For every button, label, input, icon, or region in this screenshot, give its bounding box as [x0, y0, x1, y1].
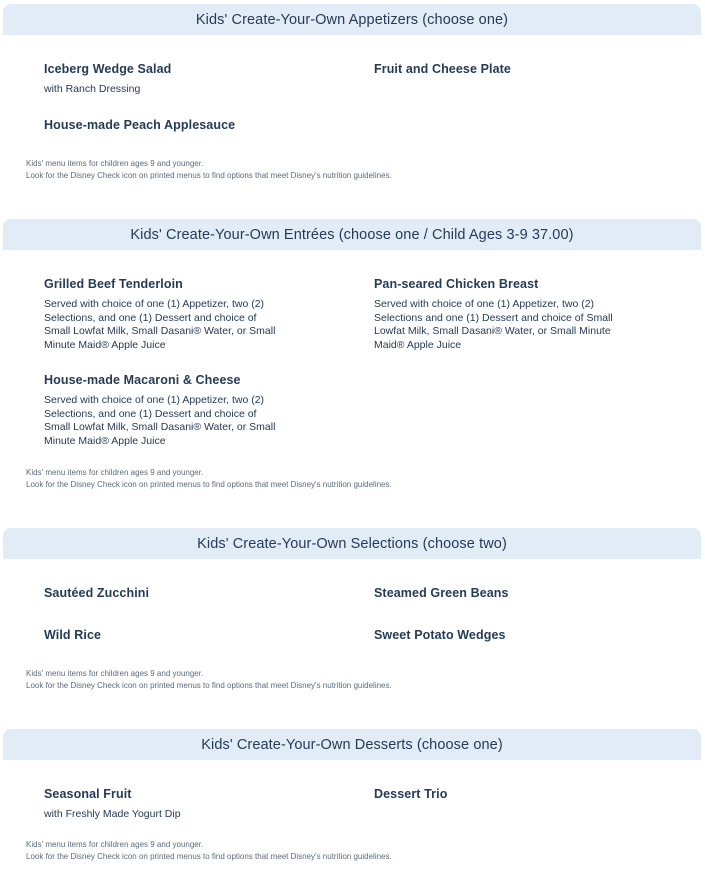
menu-item — [44, 627, 294, 643]
section-title: Kids' Create-Your-Own Entrées (choose one / Child Ages 3-9 37.00) — [3, 219, 701, 250]
footnote-age: Kids' menu items for children ages 9 and younger. — [26, 669, 204, 678]
item-name: Wild Rice — [44, 628, 102, 642]
item-name: Sweet Potato Wedges — [374, 628, 506, 642]
footnote-disney-check: Look for the Disney Check icon on printed menus to find options that meet Disney's nutrition guidelines. — [26, 171, 392, 180]
section-title: Kids' Create-Your-Own Selections (choose two) — [3, 528, 701, 559]
item-name: House-made Macaroni & Cheese — [44, 373, 241, 387]
menu-item — [374, 627, 624, 643]
footnote — [26, 839, 392, 863]
footnote-disney-check: Look for the Disney Check icon on printed menus to find options that meet Disney's nutrition guidelines. — [26, 852, 392, 861]
menu-item — [44, 276, 294, 352]
footnote — [26, 668, 392, 692]
footnote-age: Kids' menu items for children ages 9 and younger. — [26, 468, 204, 477]
footnote — [26, 467, 392, 491]
menu-item — [374, 276, 624, 352]
item-description: with Freshly Made Yogurt Dip — [44, 808, 181, 820]
menu-item — [44, 786, 294, 822]
item-name: Grilled Beef Tenderloin — [44, 277, 183, 291]
item-name: Steamed Green Beans — [374, 586, 509, 600]
menu-item — [374, 585, 624, 601]
footnote-age: Kids' menu items for children ages 9 and younger. — [26, 840, 204, 849]
footnote-disney-check: Look for the Disney Check icon on printed menus to find options that meet Disney's nutrition guidelines. — [26, 681, 392, 690]
menu-item — [44, 61, 294, 97]
menu-item — [44, 117, 294, 133]
menu-item — [44, 585, 294, 601]
footnote-disney-check: Look for the Disney Check icon on printed menus to find options that meet Disney's nutrition guidelines. — [26, 480, 392, 489]
item-description: with Ranch Dressing — [44, 83, 141, 95]
item-name: House-made Peach Applesauce — [44, 118, 236, 132]
menu-item — [374, 786, 624, 802]
item-description: Served with choice of one (1) Appetizer, two (2) Selections, and one (1) Dessert and choice of Small Lowfat Milk, Small Dasani® Water, or Small Minute Maid® Apple Juice — [44, 298, 276, 351]
menu-item — [374, 61, 624, 77]
item-name: Fruit and Cheese Plate — [374, 62, 511, 76]
item-description: Served with choice of one (1) Appetizer, two (2) Selections, and one (1) Dessert and choice of Small Lowfat Milk, Small Dasani® Water, or Small Minute Maid® Apple Juice — [44, 394, 276, 447]
item-name: Pan-seared Chicken Breast — [374, 277, 539, 291]
section-title: Kids' Create-Your-Own Desserts (choose one) — [3, 729, 701, 760]
section-title: Kids' Create-Your-Own Appetizers (choose one) — [3, 4, 701, 35]
item-description: Served with choice of one (1) Appetizer, two (2) Selections and one (1) Dessert and choice of Small Lowfat Milk, Small Dasani® Water, or Small Minute Maid® Apple Juice — [374, 298, 613, 351]
item-name: Seasonal Fruit — [44, 787, 132, 801]
footnote-age: Kids' menu items for children ages 9 and younger. — [26, 159, 204, 168]
item-name: Iceberg Wedge Salad — [44, 62, 172, 76]
footnote — [26, 158, 392, 182]
menu-item — [44, 372, 294, 448]
item-name: Sautéed Zucchini — [44, 586, 150, 600]
item-name: Dessert Trio — [374, 787, 448, 801]
